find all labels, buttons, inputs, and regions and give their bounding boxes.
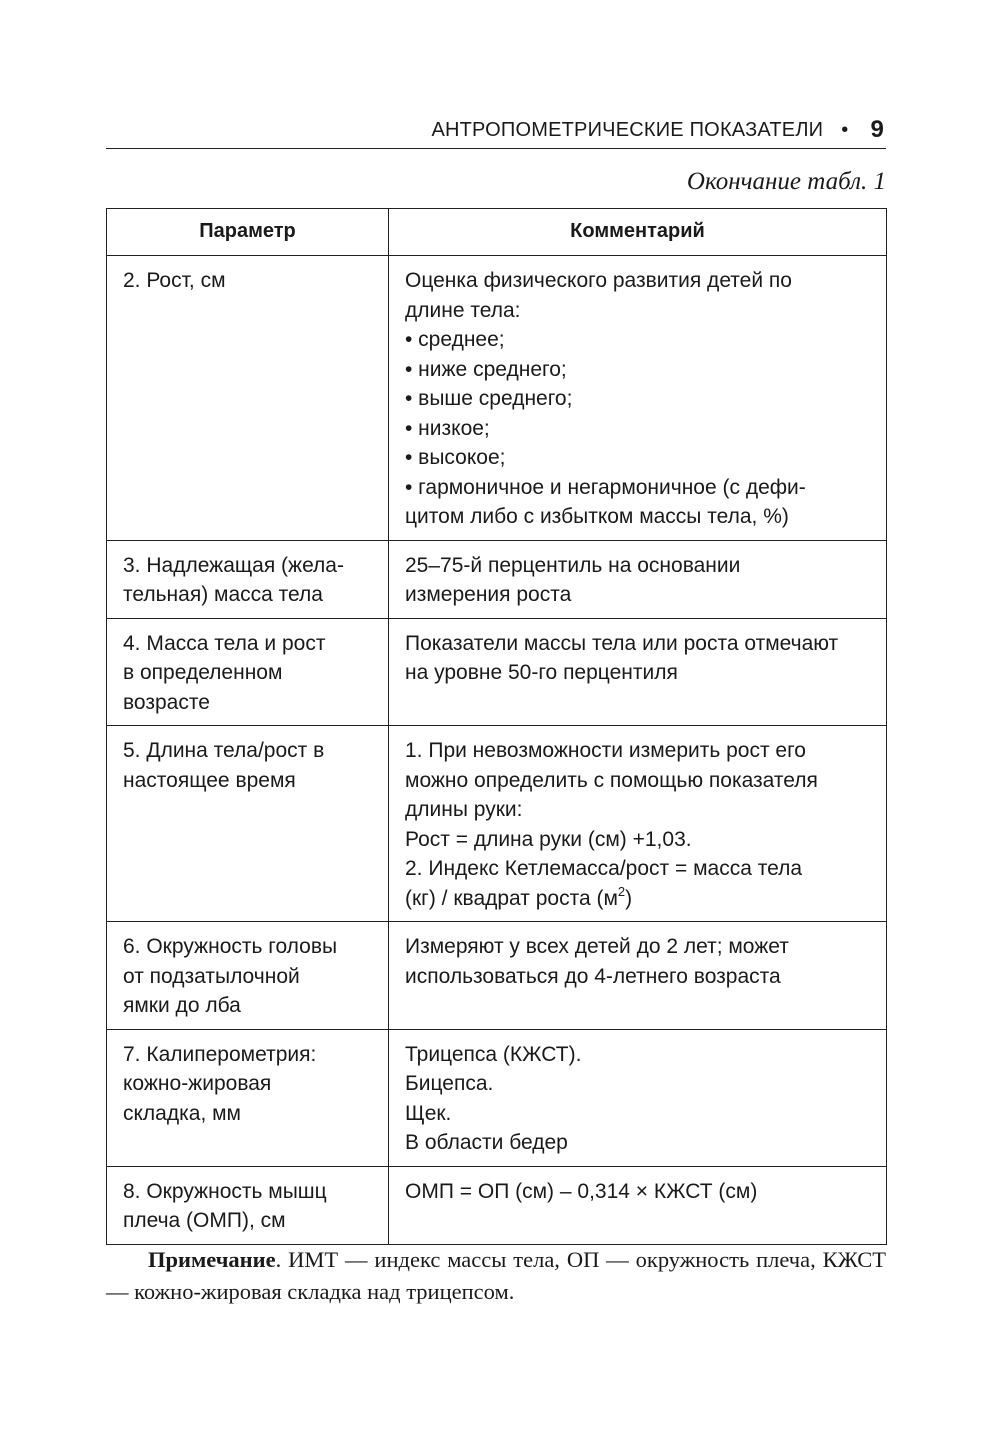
- cell-line: настоящее время: [123, 768, 296, 792]
- cell-line: ОМП = ОП (см) – 0,314 × КЖСТ (см): [405, 1179, 758, 1203]
- cell-line: Измеряют у всех детей до 2 лет; может: [405, 935, 789, 958]
- parameter-cell: [107, 618, 389, 726]
- cell-line: 3. Надлежащая (жела-: [123, 553, 344, 577]
- cell-line: 6. Окружность головы: [123, 935, 338, 958]
- cell-line: 7. Калиперометрия:: [123, 1042, 317, 1066]
- comment-cell: [389, 1166, 887, 1244]
- cell-line: от подзатылочной: [123, 964, 300, 988]
- cell-line: 2. Рост, см: [123, 269, 226, 292]
- cell-line: ямки до лба: [123, 994, 241, 1017]
- cell-line: использоваться до 4-летнего возраста: [405, 964, 781, 988]
- cell-line: Щек.: [405, 1101, 452, 1125]
- cell-line: на уровне 50-го перцентиля: [405, 661, 678, 684]
- comment-cell: [389, 726, 887, 922]
- parameter-cell: [107, 256, 389, 541]
- table-row: [107, 618, 887, 726]
- cell-line: • ниже среднего;: [405, 357, 567, 381]
- cell-line: [405, 884, 874, 914]
- note-label: Примечание: [148, 1247, 276, 1272]
- cell-line: 4. Масса тела и рост: [123, 631, 326, 655]
- table-row: [107, 1029, 887, 1166]
- table-row: [107, 256, 887, 541]
- cell-line: Оценка физического развития детей по: [405, 269, 792, 292]
- cell-line: • выше среднего;: [405, 387, 573, 410]
- cell-line: 5. Длина тела/рост в: [123, 739, 325, 762]
- parameter-cell: [107, 1029, 389, 1166]
- cell-line: Показатели массы тела или роста отмечают: [405, 631, 839, 655]
- cell-line: 1. При невозможности измерить рост его: [405, 739, 806, 762]
- cell-line: 2. Индекс Кетлемасса/рост = масса тела: [405, 857, 803, 880]
- cell-line: тельная) масса тела: [123, 583, 323, 606]
- cell-line: можно определить с помощью показателя: [405, 768, 818, 792]
- cell-line: плеча (ОМП), см: [123, 1209, 286, 1232]
- superscript: 2: [617, 883, 626, 899]
- cell-line: возрасте: [123, 690, 210, 714]
- cell-line: Бицепса.: [405, 1072, 494, 1095]
- running-header-bullet: •: [841, 118, 849, 141]
- running-header: [106, 112, 886, 149]
- cell-line: кожно-жировая: [123, 1072, 272, 1095]
- cell-line: В области бедер: [405, 1131, 568, 1154]
- cell-line: • высокое;: [405, 446, 506, 469]
- cell-line: 8. Окружность мышц: [123, 1179, 327, 1203]
- running-header-title: АНТРОПОМЕТРИЧЕСКИЕ ПОКАЗАТЕЛИ: [431, 118, 824, 141]
- cell-line: • гармоничное и негармоничное (с дефи-: [405, 475, 806, 499]
- cell-text: (кг) / квадрат роста (м: [405, 886, 618, 910]
- table-row: [107, 726, 887, 922]
- comment-cell: [389, 618, 887, 726]
- table-caption: Окончание табл. 1: [686, 168, 886, 195]
- comment-cell: [389, 256, 887, 541]
- cell-line: складка, мм: [123, 1101, 241, 1125]
- cell-line: Рост = длина руки (см) +1,03.: [405, 827, 692, 851]
- comment-cell: [389, 922, 887, 1030]
- note-text: . ИМТ — индекс массы тела, ОП — окружность плеча, КЖСТ — кожно-жировая складка над трицепсом.: [106, 1247, 886, 1304]
- cell-line: измерения роста: [405, 583, 572, 606]
- cell-line: в определенном: [123, 661, 283, 684]
- cell-line: длине тела:: [405, 298, 521, 322]
- column-header-parameter: Параметр: [107, 209, 389, 256]
- table-row: [107, 1166, 887, 1244]
- table-row: [107, 540, 887, 618]
- table-header-row: [107, 209, 887, 256]
- parameter-cell: [107, 1166, 389, 1244]
- cell-line: длины руки:: [405, 798, 523, 821]
- parameter-cell: [107, 922, 389, 1030]
- parameter-cell: [107, 540, 389, 618]
- cell-line: 25–75-й перцентиль на основании: [405, 553, 741, 577]
- column-header-comment: Комментарий: [389, 209, 887, 256]
- cell-line: • среднее;: [405, 328, 505, 351]
- cell-line: цитом либо с избытком массы тела, %): [405, 505, 789, 528]
- cell-line: Трицепса (КЖСТ).: [405, 1042, 582, 1066]
- page-number: 9: [870, 116, 884, 143]
- cell-line: • низкое;: [405, 416, 490, 440]
- comment-cell: [389, 1029, 887, 1166]
- parameter-cell: [107, 726, 389, 922]
- cell-text: ): [625, 886, 633, 910]
- comment-cell: [389, 540, 887, 618]
- table-row: [107, 922, 887, 1030]
- parameters-table: [106, 208, 887, 1245]
- table-note: [106, 1244, 886, 1308]
